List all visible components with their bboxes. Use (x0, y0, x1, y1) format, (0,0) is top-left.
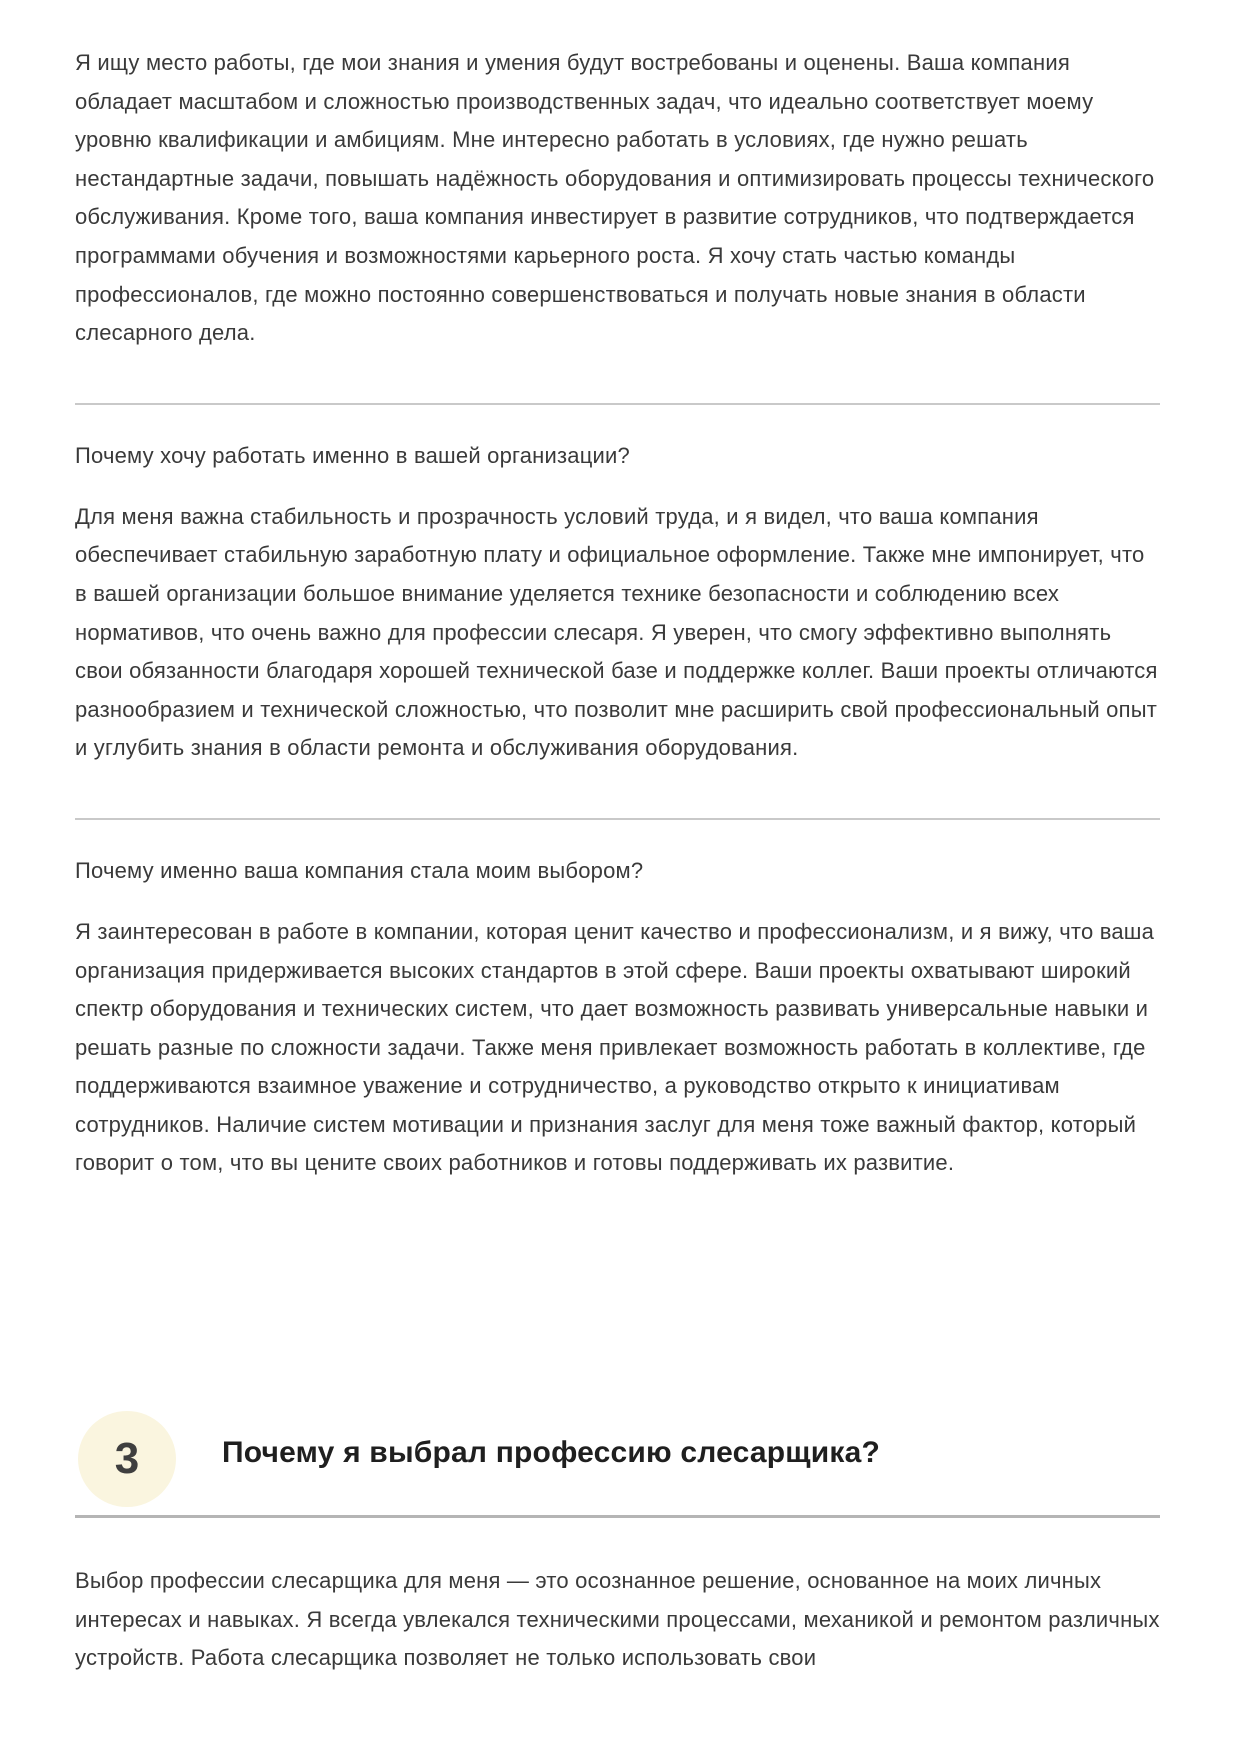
divider (75, 818, 1160, 820)
question-2: Почему именно ваша компания стала моим выбором? (75, 857, 644, 883)
document-page (75, 0, 1160, 1748)
section-number-badge (78, 1411, 176, 1507)
section-number: 3 (114, 1434, 140, 1484)
section-3-paragraph: Выбор профессии слесарщика для меня — это осознанное решение, основанное на моих личных интересах и навыках. Я всегда увлекался техническими процессами, механикой и ремонтом различных устройств. Работа слесарщика позволяет не только использовать свои (75, 1568, 1160, 1671)
intro-paragraph: Я ищу место работы, где мои знания и умения будут востребованы и оценены. Ваша компания обладает масштабом и сложностью производственных задач, что идеально соответствует моему уровню квалификации и амбициям. Мне интересно работать в условиях, где нужно решать нестандартные задачи, повышать надёжность оборудования и оптимизировать процессы технического обслуживания. Кроме того, ваша компания инвестирует в развитие сотрудников, что подтверждается программами обучения и возможностями карьерного роста. Я хочу стать частью команды профессионалов, где можно постоянно совершенствоваться и получать новые знания в области слесарного дела. (75, 50, 1155, 346)
answer-1-paragraph: Для меня важна стабильность и прозрачность условий труда, и я видел, что ваша компания обеспечивает стабильную заработную плату и официальное оформление. Также мне импонирует, что в вашей организации большое внимание уделяется технике безопасности и соблюдению всех нормативов, что очень важно для профессии слесаря. Я уверен, что смогу эффективно выполнять свои обязанности благодаря хорошей технической базе и поддержке коллег. Ваши проекты отличаются разнообразием и технической сложностью, что позволит мне расширить свой профессиональный опыт и углубить знания в области ремонта и обслуживания оборудования. (75, 503, 1158, 761)
section-3-header (75, 1411, 1160, 1507)
answer-2-paragraph: Я заинтересован в работе в компании, которая ценит качество и профессионализм, и я вижу, что ваша организация придерживается высоких стандартов в этой сфере. Ваши проекты охватывают широкий спектр оборудования и технических систем, что дает возможность развивать универсальные навыки и решать разные по сложности задачи. Также меня привлекает возможность работать в коллективе, где поддерживаются взаимное уважение и сотрудничество, а руководство открыто к инициативам сотрудников. Наличие систем мотивации и признания заслуг для меня тоже важный фактор, который говорит о том, что вы цените своих работников и готовы поддерживать их развитие. (75, 918, 1155, 1176)
section-title: Почему я выбрал профессию слесарщика? (222, 1436, 881, 1470)
section-divider (75, 1515, 1160, 1518)
divider (75, 403, 1160, 405)
question-1: Почему хочу работать именно в вашей организации? (75, 442, 630, 468)
